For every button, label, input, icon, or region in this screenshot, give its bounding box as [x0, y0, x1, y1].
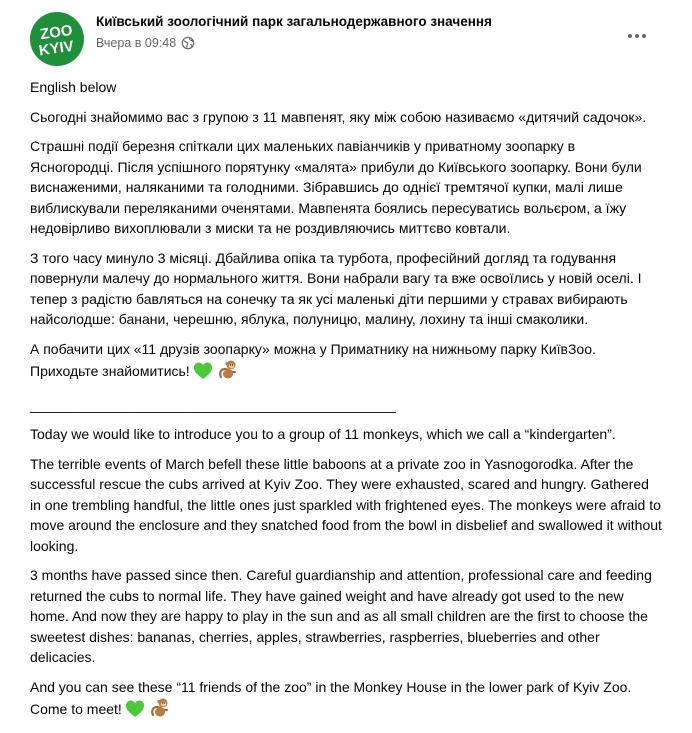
post-timestamp[interactable]: Вчера в 09:48	[96, 36, 177, 50]
more-dots-icon	[642, 34, 646, 38]
post-paragraph-text: А побачити цих «11 друзів зоопарку» можна у Приматнику на нижньому парку КиївЗоо. Приходьте знайомитись!	[30, 340, 596, 379]
post-paragraph: З того часу минуло 3 місяці. Дбайлива опіка та турбота, професійний догляд та годування повернули малечу до нормального життя. Вони набрали вагу та вже освоїлись у новій оселі. І тепер з радістю бавляться на сонечку та як усі маленькі діти першими у стравах вибирають найсолодше: банани, черешню, яблука, полуницю, малину, лохину та інші смаколики.	[30, 249, 642, 327]
post-paragraph-with-emoji	[30, 677, 662, 724]
post-paragraph: The terrible events of March befell these little baboons at a private zoo in Yasnogorodka. After the successful rescue the cubs arrived at Kyiv Zoo. They were exhausted, scared and hungry. Gathered in one trembling handful, the little ones just sparkled with frightened eyes. The monkeys were afraid to move around the enclosure and they snatched food from the bowl in disbelief and swallowed it without looking.	[30, 455, 662, 554]
monkey-icon	[217, 359, 239, 380]
post-body	[30, 77, 662, 733]
more-options-button[interactable]	[622, 24, 652, 48]
svg-text:KYIV: KYIV	[37, 37, 75, 59]
svg-text:ZOO: ZOO	[39, 21, 74, 44]
green-heart-icon	[193, 361, 213, 380]
post-meta	[96, 36, 195, 50]
zoo-kyiv-logo	[34, 19, 80, 59]
monkey-icon	[149, 697, 171, 718]
post-paragraph: Сьогодні знайомимо вас з групою з 11 мавпенят, яку між собою називаємо «дитячий садочок».	[30, 108, 647, 125]
more-dots-icon	[635, 34, 639, 38]
page-avatar[interactable]	[30, 12, 84, 66]
globe-icon[interactable]	[181, 36, 195, 50]
post-divider: _______________________________________________	[30, 396, 396, 413]
post-paragraph: English below	[30, 79, 117, 95]
more-dots-icon	[628, 34, 632, 38]
post-header	[0, 0, 692, 70]
page-name-link[interactable]: Київський зоологічний парк загальнодержавного значення	[96, 14, 492, 29]
post-paragraph: Страшні події березня спіткали цих маленьких павіанчиків у приватному зоопарку в Ясногородці. Після успішного порятунку «малята» прибули до Київського зоопарку. Вони були виснаженими, наляканими та голодними. Зібравшись до однієї тремтячої купки, малі лише виблискували переляканими оченятами. Мавпенята боялись пересуватись вольєром, а їжу недовірливо вихоплювали з миски та не роздивляючись миттєво ковтали.	[30, 138, 642, 236]
post-paragraph-with-emoji	[30, 339, 662, 386]
post-paragraph: 3 months have passed since then. Careful guardianship and attention, professional care and feeding returned the cubs to normal life. They have gained weight and have already got used to the new home. And now they are happy to play in the sun and as all small children are the first to choose the sweetest dishes: bananas, cherries, apples, strawberries, raspberries, blueberries and other delicacies.	[30, 567, 652, 665]
post-paragraph: Today we would like to introduce you to a group of 11 monkeys, which we call a “kindergarten”.	[30, 426, 616, 442]
post-paragraph-text: And you can see these “11 friends of the zoo” in the Monkey House in the lower park of Kyiv Zoo. Come to meet!	[30, 678, 632, 717]
green-heart-icon	[125, 699, 145, 718]
